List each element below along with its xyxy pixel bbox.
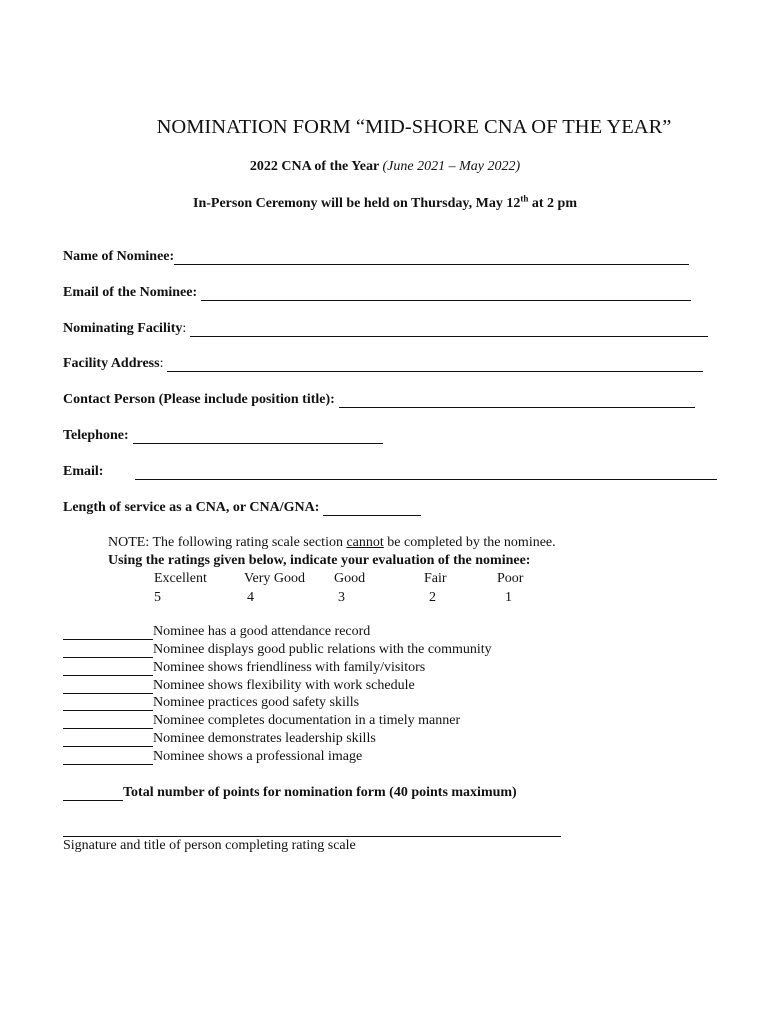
nominee-email-field[interactable] — [201, 286, 691, 301]
subtitle-year: 2022 CNA of the Year — [249, 159, 379, 174]
criterion-row — [63, 678, 415, 694]
criterion-row — [63, 713, 460, 729]
rating-label-excellent: Excellent — [154, 571, 207, 586]
criterion-text: Nominee completes documentation in a timely manner — [153, 713, 461, 728]
criterion-text: Nominee has a good attendance record — [153, 624, 371, 639]
ceremony-text: In-Person Ceremony will be held on Thursday, May 12 — [193, 196, 521, 211]
rating-value-5: 5 — [154, 590, 161, 605]
facility-field[interactable] — [190, 322, 708, 337]
criterion-text: Nominee demonstrates leadership skills — [153, 731, 376, 746]
criterion-row — [63, 695, 359, 711]
criterion-text: Nominee shows flexibility with work schedule — [153, 678, 415, 693]
ceremony-suffix: th — [520, 193, 529, 204]
rating-label-poor: Poor — [497, 571, 524, 586]
note-emphasis: cannot — [346, 535, 384, 550]
signature-caption: Signature and title of person completing rating scale — [63, 838, 356, 853]
ceremony-line — [0, 193, 770, 212]
address-colon: : — [159, 356, 164, 371]
address-row — [63, 356, 703, 372]
telephone-label: Telephone: — [63, 428, 129, 443]
rating-value-4: 4 — [247, 590, 254, 605]
subtitle-period: (June 2021 – May 2022) — [382, 159, 521, 174]
address-label: Facility Address — [63, 356, 160, 371]
rating-value-1: 1 — [505, 590, 512, 605]
length-row — [63, 500, 421, 516]
email-row — [63, 464, 717, 480]
subtitle — [0, 159, 770, 175]
criterion-score-field[interactable] — [63, 679, 153, 694]
nominee-name-label: Name of Nominee: — [63, 249, 175, 264]
criterion-score-field[interactable] — [63, 696, 153, 711]
nominee-email-row — [63, 285, 691, 301]
rating-note — [108, 535, 556, 551]
criterion-row — [63, 749, 362, 765]
criterion-row — [63, 660, 425, 676]
rating-value-2: 2 — [429, 590, 436, 605]
rating-label-very-good: Very Good — [244, 571, 306, 586]
total-row — [63, 785, 517, 801]
nominee-name-field[interactable] — [174, 250, 689, 265]
telephone-field[interactable] — [133, 429, 383, 444]
criterion-score-field[interactable] — [63, 750, 153, 765]
contact-label: Contact Person (Please include position title): — [63, 392, 335, 407]
criterion-score-field[interactable] — [63, 732, 153, 747]
nominee-email-label: Email of the Nominee: — [63, 285, 198, 300]
form-title: NOMINATION FORM “MID-SHORE CNA OF THE YEAR” — [156, 116, 672, 138]
nominee-name-row — [63, 249, 689, 265]
criterion-row — [63, 642, 492, 658]
address-field[interactable] — [167, 357, 703, 372]
email-label: Email: — [63, 464, 104, 479]
contact-field[interactable] — [339, 393, 695, 408]
criterion-score-field[interactable] — [63, 661, 153, 676]
criterion-text: Nominee shows friendliness with family/visitors — [153, 660, 426, 675]
note-text-end: be completed by the nominee. — [383, 535, 556, 550]
length-field[interactable] — [323, 501, 421, 516]
facility-label: Nominating Facility — [63, 321, 183, 336]
rating-value-3: 3 — [338, 590, 345, 605]
rating-label-good: Good — [334, 571, 366, 586]
rating-label-fair: Fair — [424, 571, 447, 586]
criterion-text: Nominee shows a professional image — [153, 749, 363, 764]
facility-row — [63, 321, 708, 337]
total-score-field[interactable] — [63, 786, 123, 801]
contact-row — [63, 392, 695, 408]
total-label: Total number of points for nomination form (40 points maximum) — [123, 785, 517, 800]
signature-line[interactable] — [63, 836, 561, 837]
criterion-score-field[interactable] — [63, 714, 153, 729]
criterion-text: Nominee displays good public relations with the community — [153, 642, 492, 657]
length-label: Length of service as a CNA, or CNA/GNA: — [63, 500, 320, 515]
criterion-row — [63, 731, 376, 747]
criterion-score-field[interactable] — [63, 625, 153, 640]
rating-instruction: Using the ratings given below, indicate your evaluation of the nominee: — [108, 553, 531, 568]
criterion-text: Nominee practices good safety skills — [153, 695, 360, 710]
telephone-row — [63, 428, 383, 444]
criterion-score-field[interactable] — [63, 643, 153, 658]
criterion-row — [63, 624, 370, 640]
ceremony-time: at 2 pm — [528, 196, 577, 211]
email-field[interactable] — [135, 465, 717, 480]
facility-colon: : — [182, 321, 187, 336]
note-text-start: NOTE: The following rating scale section — [108, 535, 347, 550]
